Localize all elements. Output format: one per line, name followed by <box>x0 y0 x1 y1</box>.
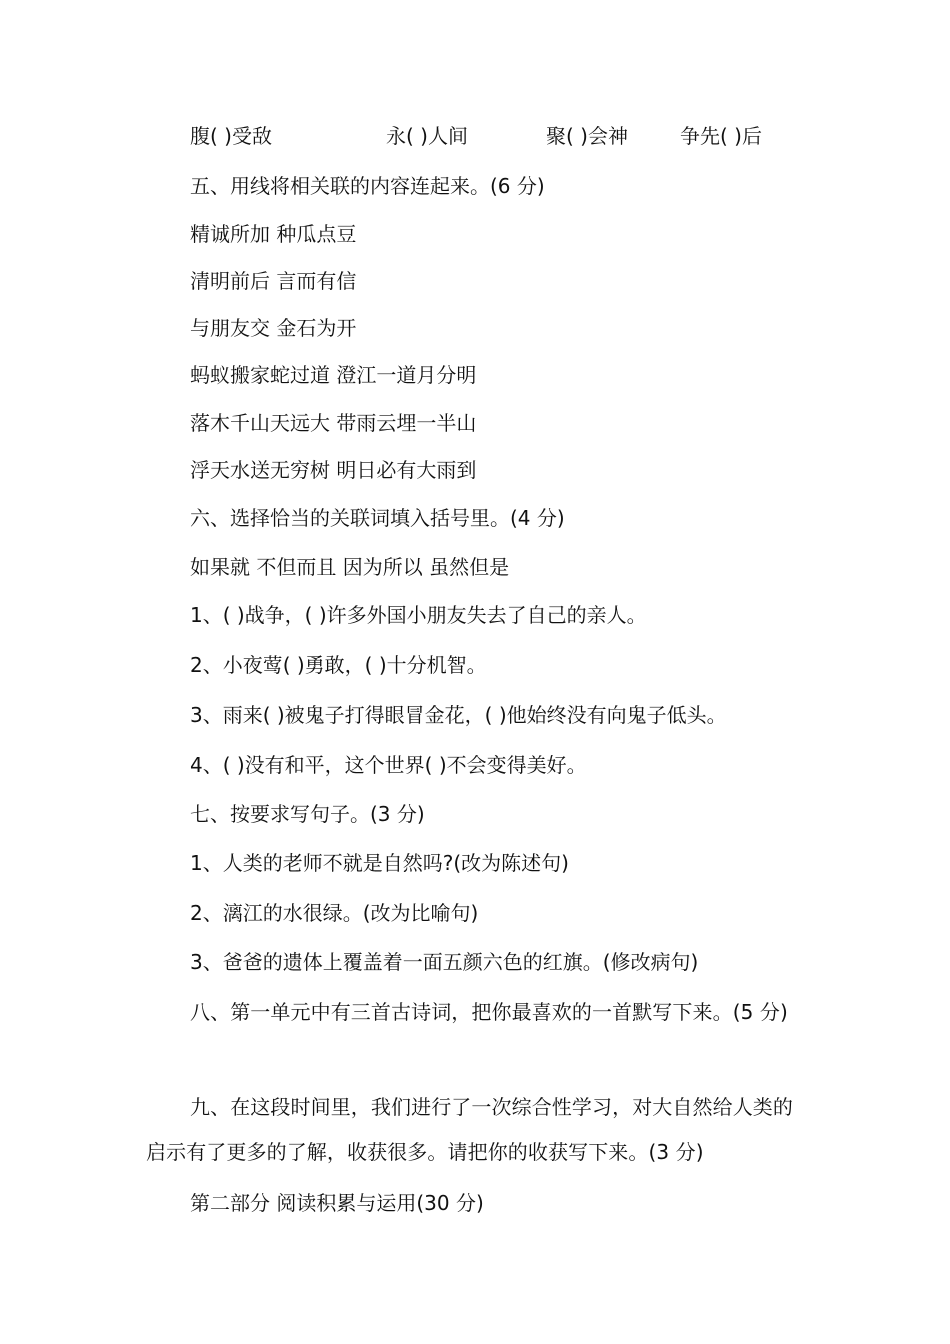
idiom-item: 永( )人间 <box>386 124 468 148</box>
idiom-item: 聚( )会神 <box>546 124 628 148</box>
conjunction-options: 如果就 不但而且 因为所以 虽然但是 <box>190 555 510 579</box>
matching-pair: 浮天水送无穷树 明日必有大雨到 <box>190 458 477 482</box>
question-item: 2、小夜莺( )勇敢，( )十分机智。 <box>190 653 487 677</box>
section-5-title: 五、用线将相关联的内容连起来。(6 分) <box>190 174 545 198</box>
matching-pair: 清明前后 言而有信 <box>190 269 357 293</box>
section-8-paragraph: 八、第一单元中有三首古诗词，把你最喜欢的一首默写下来。(5 分) <box>190 1000 788 1024</box>
idiom-item: 腹( )受敌 <box>190 124 272 148</box>
section-9-paragraph: 九、在这段时间里，我们进行了一次综合性学习，对大自然给人类的启示有了更多的了解，收获很多。请把你的收获写下来。(3 分) <box>146 1095 793 1164</box>
idiom-fill-row <box>190 124 810 150</box>
question-item: 4、( )没有和平，这个世界( )不会变得美好。 <box>190 753 587 777</box>
section-7-title: 七、按要求写句子。(3 分) <box>190 802 425 826</box>
question-item: 1、人类的老师不就是自然吗?(改为陈述句) <box>190 851 569 875</box>
matching-pair: 与朋友交 金石为开 <box>190 316 357 340</box>
matching-pair: 蚂蚁搬家蛇过道 澄江一道月分明 <box>190 363 477 387</box>
question-item: 3、雨来( )被鬼子打得眼冒金花，( )他始终没有向鬼子低头。 <box>190 703 727 727</box>
idiom-item: 争先( )后 <box>680 124 762 148</box>
matching-pair: 落木千山天远大 带雨云埋一半山 <box>190 411 477 435</box>
question-item: 3、爸爸的遗体上覆盖着一面五颜六色的红旗。(修改病句) <box>190 950 699 974</box>
section-6-title: 六、选择恰当的关联词填入括号里。(4 分) <box>190 506 565 530</box>
question-item: 1、( )战争，( )许多外国小朋友失去了自己的亲人。 <box>190 603 647 627</box>
question-item: 2、漓江的水很绿。(改为比喻句) <box>190 901 479 925</box>
part-2-heading: 第二部分 阅读积累与运用(30 分) <box>190 1191 484 1215</box>
matching-pair: 精诚所加 种瓜点豆 <box>190 222 357 246</box>
